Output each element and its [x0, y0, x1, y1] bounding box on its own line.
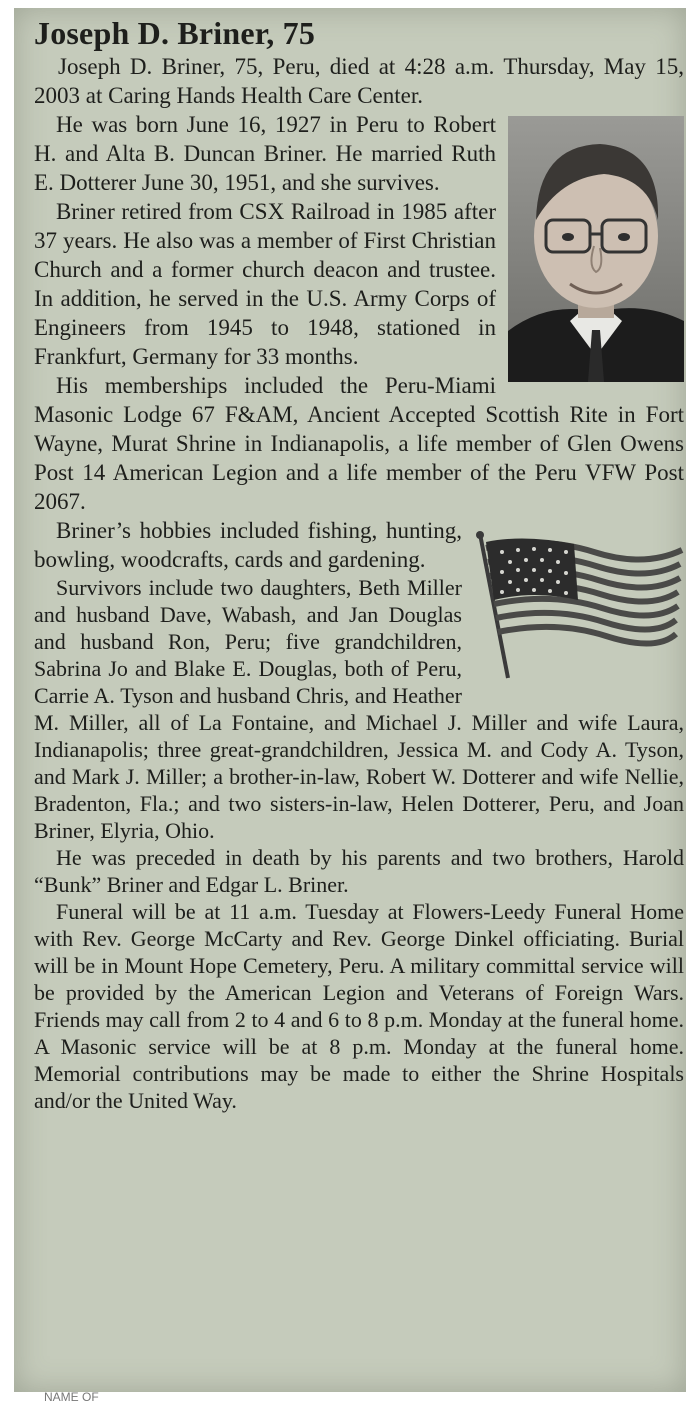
paragraph-memberships: His memberships included the Peru-Miami Masonic Lodge 67 F&AM, Ancient Accepted Scottish Rite in Fort Wayne, Murat Shrine in Indianapolis, a life member of Glen Owens Post 14 American Legion and a life member of the Peru VFW Post 2067. [34, 373, 684, 514]
paragraph-preceded: He was preceded in death by his parents and two brothers, Harold “Bunk” Briner and Edgar L. Briner. [34, 845, 684, 897]
paragraph-career: Briner retired from CSX Railroad in 1985 after 37 years. He also was a member of First Christian Church and a former church deacon and trustee. In addition, he served in the U.S. Army Corps of Engineers from 1945 to 1948, stationed in Frankfurt, Germany for 33 months. [34, 199, 496, 369]
portrait-image [508, 116, 684, 382]
flag-illustration [474, 530, 684, 680]
next-column-fragment: NAME OF [44, 1390, 99, 1404]
paragraph-survivors: Survivors include two daughters, Beth Miller and husband Dave, Wabash, and Jan Douglas and husband Ron, Peru; five grandchildren, Sabrina Jo and Blake E. Douglas, both of Peru, Carrie A. Tyson and husband Chris, and Heather M. Miller, all of La Fontaine, and Michael J. Miller and wife Laura, Indianapolis; three great-grandchildren, Jessica M. and Cody A. Tyson, and Mark J. Miller; a brother-in-law, Robert W. Dotterer and wife Nellie, Bradenton, Fla.; and two sisters-in-law, Helen Dotterer, Peru, and Joan Briner, Elyria, Ohio. [34, 575, 684, 843]
paragraph-birth: He was born June 16, 1927 in Peru to Robert H. and Alta B. Duncan Briner. He married Ruth E. Dotterer June 30, 1951, and she survives. [34, 112, 496, 195]
american-flag-icon [474, 530, 684, 680]
paragraph-hobbies: Briner’s hobbies included fishing, hunting, bowling, woodcrafts, cards and gardening. [34, 518, 462, 572]
obituary-column [34, 14, 684, 1114]
paragraph-funeral: Funeral will be at 11 a.m. Tuesday at Flowers-Leedy Funeral Home with Rev. George McCarty and Rev. George Dinkel officiating. Burial will be in Mount Hope Cemetery, Peru. A military committal service will be provided by the American Legion and Veterans of Foreign Wars. Friends may call from 2 to 4 and 6 to 8 p.m. Monday at the funeral home. A Masonic service will be at 8 p.m. Monday at the funeral home. Memorial contributions may be made to either the Shrine Hospitals and/or the United Way. [34, 899, 684, 1113]
portrait-photo [508, 116, 684, 382]
newspaper-clipping [14, 8, 686, 1404]
paragraph-death-notice: Joseph D. Briner, 75, Peru, died at 4:28 a.m. Thursday, May 15, 2003 at Caring Hands Health Care Center. [34, 54, 684, 108]
obituary-headline: Joseph D. Briner, 75 [34, 15, 316, 51]
